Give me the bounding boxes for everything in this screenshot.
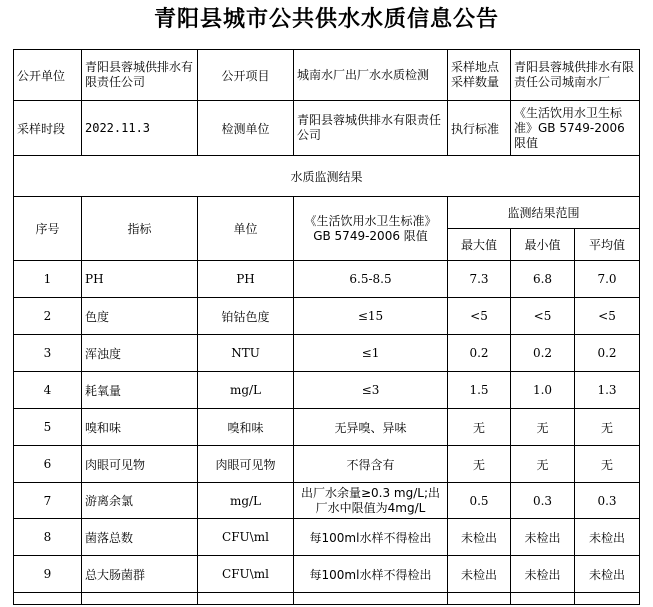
- cell-min: 0.3: [511, 483, 575, 519]
- sampling-value: 青阳县蓉城供排水有限责任公司城南水厂: [511, 50, 640, 101]
- table-row: [14, 261, 640, 298]
- publisher-label: 公开单位: [14, 50, 82, 101]
- cell-unit: 嗅和味: [198, 409, 294, 446]
- page-title: 青阳县城市公共供水水质信息公告: [153, 7, 499, 32]
- cell-unit: PH: [198, 261, 294, 298]
- sampling-label: 采样地点采样数量: [448, 50, 511, 101]
- header-avg: 平均值: [575, 229, 640, 261]
- section-row: [14, 156, 640, 197]
- cell-max: 无: [448, 446, 511, 483]
- table-row: [14, 556, 640, 593]
- cell-limit: 每100ml水样不得检出: [294, 519, 448, 556]
- table-row: [14, 335, 640, 372]
- cell-max: 7.3: [448, 261, 511, 298]
- cell-limit: 不得含有: [294, 446, 448, 483]
- table-row: [14, 372, 640, 409]
- project-label: 公开项目: [198, 50, 294, 101]
- cell-max: 未检出: [448, 519, 511, 556]
- table-row: [14, 519, 640, 556]
- cell-unit: 肉眼可见物: [198, 446, 294, 483]
- cell-indicator: 总大肠菌群: [82, 556, 198, 593]
- cell-limit: ≤1: [294, 335, 448, 372]
- period-label: 采样时段: [14, 101, 82, 156]
- table-row: [14, 409, 640, 446]
- header-min: 最小值: [511, 229, 575, 261]
- cell-avg: 无: [575, 409, 640, 446]
- cell-min: 0.2: [511, 335, 575, 372]
- header-no: 序号: [14, 197, 82, 261]
- cell-avg: 0.2: [575, 335, 640, 372]
- cell-limit: 出厂水余量≥0.3 mg/L;出厂水中限值为4mg/L: [294, 483, 448, 519]
- table-row-partial: [14, 593, 640, 605]
- cell-unit: CFU\ml: [198, 556, 294, 593]
- cell-avg: 0.3: [575, 483, 640, 519]
- cell-limit: ≤3: [294, 372, 448, 409]
- header-row-1: [14, 197, 640, 229]
- header-indicator: 指标: [82, 197, 198, 261]
- cell-max: <5: [448, 298, 511, 335]
- cell-no: 2: [14, 298, 82, 335]
- cell-min: 未检出: [511, 519, 575, 556]
- project-value: 城南水厂出厂水水质检测: [294, 50, 448, 101]
- cell-max: 0.5: [448, 483, 511, 519]
- publisher-value: 青阳县蓉城供排水有限责任公司: [82, 50, 198, 101]
- cell-indicator: 肉眼可见物: [82, 446, 198, 483]
- cell-max: 0.2: [448, 335, 511, 372]
- cell-indicator: 色度: [82, 298, 198, 335]
- info-row-1: [14, 50, 640, 101]
- cell-min: 无: [511, 446, 575, 483]
- cell-indicator: 耗氧量: [82, 372, 198, 409]
- cell-indicator: 浑浊度: [82, 335, 198, 372]
- cell-unit: 铂钴色度: [198, 298, 294, 335]
- table-row: [14, 483, 640, 519]
- cell-indicator: 游离余氯: [82, 483, 198, 519]
- testing-unit-label: 检测单位: [198, 101, 294, 156]
- cell-limit: 6.5-8.5: [294, 261, 448, 298]
- cell-no: 9: [14, 556, 82, 593]
- cell-no: 6: [14, 446, 82, 483]
- cell-avg: 1.3: [575, 372, 640, 409]
- table-row: [14, 446, 640, 483]
- cell-max: 无: [448, 409, 511, 446]
- cell-avg: 未检出: [575, 556, 640, 593]
- period-value: 2022.11.3: [82, 101, 198, 156]
- cell-unit: mg/L: [198, 372, 294, 409]
- cell-no: 4: [14, 372, 82, 409]
- cell-unit: NTU: [198, 335, 294, 372]
- water-quality-table: [13, 49, 640, 605]
- cell-avg: 无: [575, 446, 640, 483]
- cell-limit: 每100ml水样不得检出: [294, 556, 448, 593]
- cell-unit: CFU\ml: [198, 519, 294, 556]
- cell-no: 1: [14, 261, 82, 298]
- section-title: 水质监测结果: [14, 156, 640, 197]
- cell-min: 1.0: [511, 372, 575, 409]
- cell-min: 未检出: [511, 556, 575, 593]
- standard-label: 执行标准: [448, 101, 511, 156]
- header-unit: 单位: [198, 197, 294, 261]
- cell-avg: 未检出: [575, 519, 640, 556]
- cell-no: 7: [14, 483, 82, 519]
- header-max: 最大值: [448, 229, 511, 261]
- cell-no: 8: [14, 519, 82, 556]
- cell-indicator: 嗅和味: [82, 409, 198, 446]
- cell-min: 6.8: [511, 261, 575, 298]
- cell-limit: ≤15: [294, 298, 448, 335]
- cell-min: <5: [511, 298, 575, 335]
- testing-unit-value: 青阳县蓉城供排水有限责任公司: [294, 101, 448, 156]
- info-row-2: [14, 101, 640, 156]
- header-result-range: 监测结果范围: [448, 197, 640, 229]
- cell-avg: <5: [575, 298, 640, 335]
- cell-min: 无: [511, 409, 575, 446]
- cell-indicator: PH: [82, 261, 198, 298]
- cell-avg: 7.0: [575, 261, 640, 298]
- cell-indicator: 菌落总数: [82, 519, 198, 556]
- header-standard: 《生活饮用水卫生标准》GB 5749-2006 限值: [294, 197, 448, 261]
- cell-no: 3: [14, 335, 82, 372]
- cell-no: 5: [14, 409, 82, 446]
- cell-limit: 无异嗅、异味: [294, 409, 448, 446]
- cell-unit: mg/L: [198, 483, 294, 519]
- standard-value: 《生活饮用水卫生标准》GB 5749-2006 限值: [511, 101, 640, 156]
- cell-max: 未检出: [448, 556, 511, 593]
- cell-max: 1.5: [448, 372, 511, 409]
- table-row: [14, 298, 640, 335]
